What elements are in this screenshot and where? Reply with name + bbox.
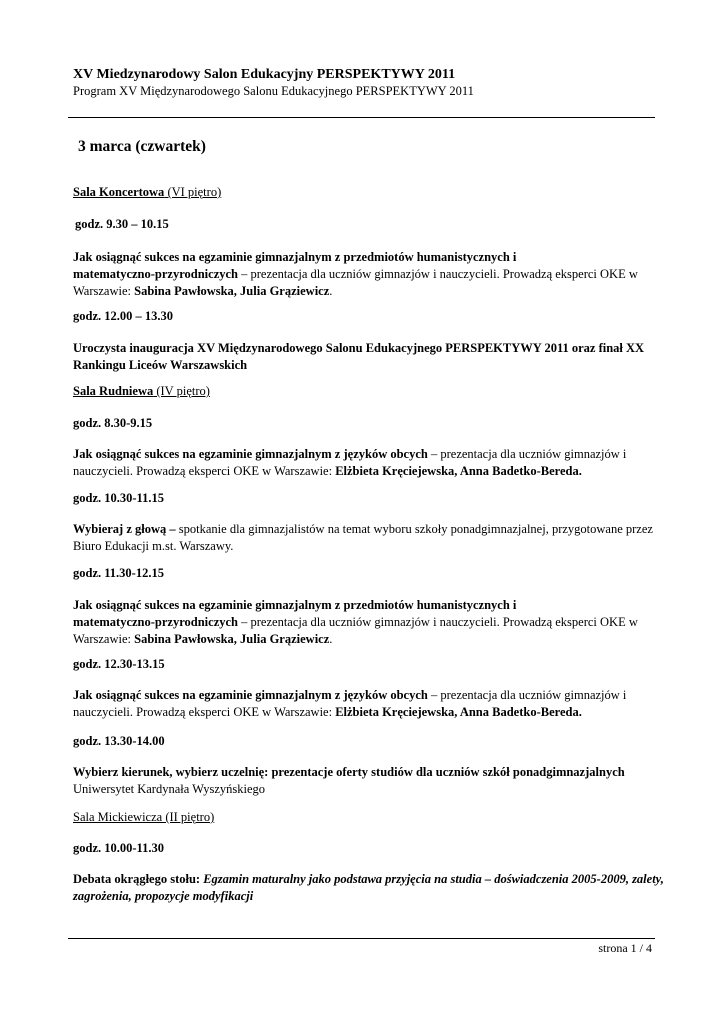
room-name: Sala Rudniewa: [73, 384, 154, 398]
time-slot: godz. 9.30 – 10.15: [75, 217, 169, 231]
time-slot: godz. 13.30-14.00: [73, 734, 165, 748]
event-description: – prezentacja dla uczniów gimnazjów i: [427, 447, 627, 461]
event-title: Jak osiągnąć sukces na egzaminie gimnazjalnym z języków obcych: [73, 688, 428, 702]
room-floor: (VI piętro): [164, 185, 222, 199]
time-slot: godz. 11.30-12.15: [73, 566, 164, 580]
event-title: Uroczysta inauguracja XV Międzynarodowego Salonu Edukacyjnego PERSPEKTYWY 2011 oraz finał XX: [73, 341, 645, 355]
event-experts: Elżbieta Kręciejewska, Anna Badetko-Bereda.: [335, 705, 582, 719]
event-block: [73, 597, 653, 648]
event-title: matematyczno-przyrodniczych: [73, 267, 239, 281]
event-description: Warszawie:: [73, 632, 135, 646]
event-experts: Sabina Pawłowska, Julia Grąziewicz: [134, 632, 330, 646]
event-block: [73, 340, 653, 374]
event-block: [73, 249, 653, 300]
event-description: Biuro Edukacji m.st. Warszawy.: [73, 539, 234, 553]
event-title: Rankingu Liceów Warszawskich: [73, 358, 248, 372]
event-topic: Egzamin maturalny jako podstawa przyjęcia na studia – doświadczenia 2005-2009, zalety,: [203, 872, 664, 886]
event-title: matematyczno-przyrodniczych: [73, 615, 239, 629]
event-title: Jak osiągnąć sukces na egzaminie gimnazjalnym z języków obcych: [73, 447, 428, 461]
event-block: [73, 687, 653, 721]
room-heading-mickiewicza: Sala Mickiewicza (II piętro): [73, 810, 215, 824]
time-slot: godz. 8.30-9.15: [73, 416, 153, 430]
document-header-title: XV Miedzynarodowy Salon Edukacyjny PERSPEKTYWY 2011: [73, 67, 456, 82]
footer-divider: [68, 938, 655, 939]
document-header-subtitle: Program XV Międzynarodowego Salonu Edukacyjnego PERSPEKTYWY 2011: [73, 84, 474, 98]
room-floor: (IV piętro): [153, 384, 210, 398]
event-description: nauczycieli. Prowadzą eksperci OKE w Warszawie:: [73, 705, 336, 719]
event-description: – prezentacja dla uczniów gimnazjów i nauczycieli. Prowadzą eksperci OKE w: [238, 267, 638, 281]
event-block: [73, 871, 664, 905]
day-heading: 3 marca (czwartek): [78, 138, 206, 155]
event-description: spotkanie dla gimnazjalistów na temat wyboru szkoły ponadgimnazjalnej, przygotowane przez: [175, 522, 653, 536]
event-punctuation: .: [329, 284, 333, 298]
event-experts: Sabina Pawłowska, Julia Grąziewicz: [134, 284, 330, 298]
header-divider: [68, 117, 655, 118]
event-punctuation: .: [329, 632, 333, 646]
event-title: Jak osiągnąć sukces na egzaminie gimnazjalnym z przedmiotów humanistycznych i: [73, 250, 517, 264]
time-slot: godz. 10.30-11.15: [73, 491, 164, 505]
room-name: Sala Koncertowa: [73, 185, 165, 199]
event-experts: Elżbieta Kręciejewska, Anna Badetko-Bereda.: [335, 464, 582, 478]
event-description: Warszawie:: [73, 284, 135, 298]
event-description: – prezentacja dla uczniów gimnazjów i nauczycieli. Prowadzą eksperci OKE w: [238, 615, 638, 629]
event-block: [73, 446, 653, 480]
event-organizer: Uniwersytet Kardynała Wyszyńskiego: [73, 782, 266, 796]
event-description: nauczycieli. Prowadzą eksperci OKE w Warszawie:: [73, 464, 336, 478]
time-slot: godz. 12.00 – 13.30: [73, 309, 173, 323]
room-heading-rudniewa: [73, 383, 653, 400]
event-label: Debata okrągłego stołu:: [73, 872, 204, 886]
time-slot: godz. 12.30-13.15: [73, 657, 165, 671]
room-heading-koncertowa: [73, 184, 653, 201]
event-topic: zagrożenia, propozycje modyfikacji: [73, 889, 254, 903]
event-block: [73, 521, 653, 555]
event-block: [73, 764, 653, 798]
event-description: – prezentacja dla uczniów gimnazjów i: [427, 688, 627, 702]
event-title: Wybierz kierunek, wybierz uczelnię: prezentacje oferty studiów dla uczniów szkół ponadgimnazjalnych: [73, 765, 625, 779]
page-number: strona 1 / 4: [598, 941, 652, 955]
event-title: Jak osiągnąć sukces na egzaminie gimnazjalnym z przedmiotów humanistycznych i: [73, 598, 517, 612]
event-title: Wybieraj z głową –: [73, 522, 176, 536]
time-slot: godz. 10.00-11.30: [73, 841, 164, 855]
